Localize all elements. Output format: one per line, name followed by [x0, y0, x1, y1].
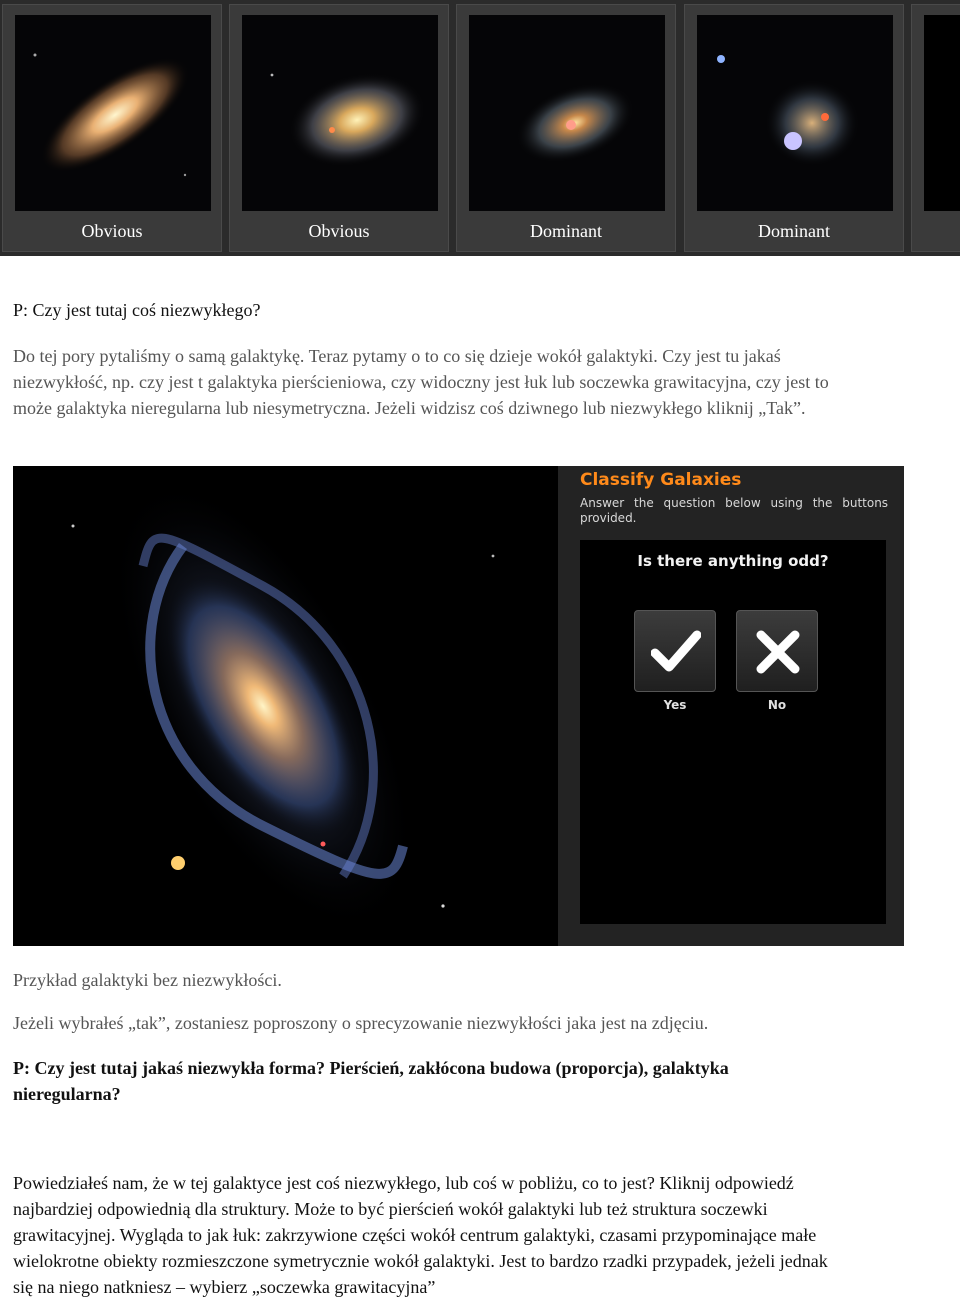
- classify-screenshot: [13, 466, 904, 946]
- question-heading: P: Czy jest tutaj coś niezwykłego?: [13, 300, 261, 320]
- image-caption: Przykład galaktyki bez niezwykłości.: [13, 970, 282, 990]
- galaxy-thumbnail: [242, 15, 438, 211]
- gallery-tile[interactable]: [456, 4, 676, 252]
- galaxy-thumbnail: [924, 15, 960, 211]
- yes-button[interactable]: [634, 610, 716, 692]
- galaxy-thumbnail: [469, 15, 665, 211]
- tile-caption: Dominant: [530, 221, 602, 241]
- odd-question: Is there anything odd?: [637, 552, 829, 570]
- galaxy-gallery: [0, 0, 960, 256]
- gallery-tile[interactable]: [684, 4, 904, 252]
- classify-panel: [558, 466, 904, 946]
- check-icon: [651, 627, 701, 677]
- yes-label: Yes: [663, 698, 687, 712]
- question-description: Do tej pory pytaliśmy o samą galaktykę. Teraz pytamy o to co się dzieje wokół galaktyki. Czy jest tu jakaś niezwykłość, np. czy jest t galaktyka pierścieniowa, czy widoczny jest łuk lub soczewka grawitacyjna, czy jest to może galaktyka nieregularna lub niesymetryczna. Jeżeli widzisz coś dziwnego lub niezwykłego kliknij „Tak”.: [13, 346, 829, 418]
- no-label: No: [767, 698, 787, 712]
- gallery-tile-partial[interactable]: [911, 4, 960, 252]
- gallery-tile[interactable]: [229, 4, 449, 252]
- tile-caption: Obvious: [308, 221, 370, 241]
- question-box: [580, 540, 886, 924]
- panel-instructions: Answer the question below using the buttons provided.: [580, 496, 889, 525]
- panel-title: Classify Galaxies: [580, 470, 742, 490]
- question-heading-2: P: Czy jest tutaj jakaś niezwykła forma? Pierścień, zakłócona budowa (proporcja), galaktyka nieregularna?: [13, 1058, 729, 1104]
- spiral-galaxy-image: [13, 466, 558, 946]
- question-description-2: Powiedziałeś nam, że w tej galaktyce jest coś niezwykłego, lub coś w pobliżu, co to jest? Kliknij odpowiedź najbardziej odpowiednią dla struktury. Może to być pierścień wokół galaktyki lub też struktura soczewki grawitacyjnej. Wygląda to jak łuk: zakrzywione części wokół centrum galaktyki, czasami przypominające małe wielokrotne obiekty rozmieszczone symetrycznie wokół galaktyki. Jest to bardzo rzadki przypadek, jeżeli jednak się na niego natkniesz – wybierz „soczewka grawitacyjna”: [13, 1173, 828, 1297]
- yes-note: Jeżeli wybrałeś „tak”, zostaniesz poproszony o sprecyzowanie niezwykłości jaka jest na zdjęciu.: [13, 1013, 709, 1033]
- tile-caption: Dominant: [758, 221, 830, 241]
- galaxy-thumbnail: [15, 15, 211, 211]
- close-icon: [753, 627, 803, 677]
- tile-caption: Obvious: [81, 221, 143, 241]
- no-button[interactable]: [736, 610, 818, 692]
- galaxy-thumbnail: [697, 15, 893, 211]
- gallery-tile[interactable]: [2, 4, 222, 252]
